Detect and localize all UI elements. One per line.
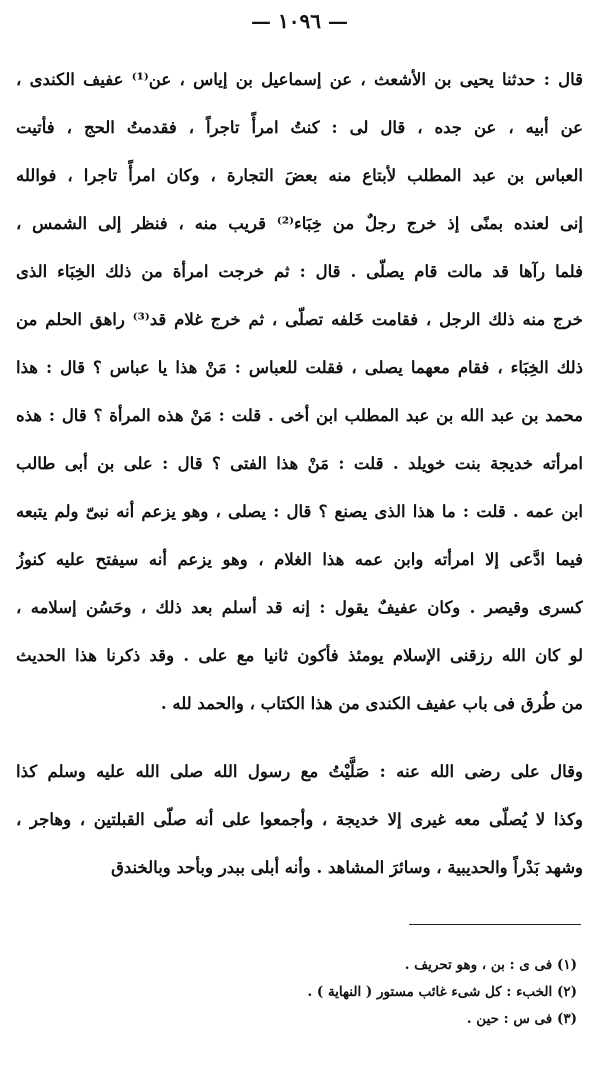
text-line: امرأته خديجة بنت خويلد . قلت : مَنْ هذا الفتى ؟ قال : على بن أبى طالب: [16, 454, 583, 473]
footnote-2: (٢) الخبء : كل شىء غائب مستور ( النهاية ) .: [307, 984, 577, 1000]
footnote-3: (٣) فى س : حين .: [466, 1011, 577, 1027]
text-line: وقال على رضى الله عنه : صَلَّيْتُ مع رسول الله صلى الله عليه وسلم كذا: [16, 762, 583, 781]
footnotes: [160, 952, 577, 1033]
text-line: فيما ادَّعى إلا امرأته وابن عمه هذا الغلام ، وهو يزعم أنه سيفتح عليه كنوزُ: [16, 550, 583, 569]
text-line: وكذا لا يُصلّى معه غيرى إلا خديجة ، وأجمعوا على أنه صلّى القبلتين ، وهاجر ،: [16, 810, 583, 829]
text-line: العباس بن عبد المطلب لأبتاع منه بعضَ التجارة ، وكان امرأً تاجرا ، فوالله: [16, 166, 583, 185]
text-line: خرج منه ذلك الرجل ، فقامت خَلفه تصلّى ، ثم خرج غلام قد⁽³⁾ راهق الحلم من: [16, 310, 583, 329]
paragraph-main: [16, 56, 583, 728]
page-number: — ١٠٩٦ —: [251, 9, 348, 33]
text-line: كسرى وقيصر . وكان عفيفٌ يقول : إنه قد أسلم بعد ذلك ، وحَسُن إسلامه ،: [16, 598, 583, 617]
footnote-divider: [409, 924, 581, 925]
text-line: فلما رآها قد مالت قام يصلّى . قال : ثم خرجت امرأة من ذلك الخِبَاء الذى: [16, 262, 583, 281]
text-line: ابن عمه . قلت : ما هذا الذى يصنع ؟ قال : يصلى ، وهو يزعم أنه نبىّ ولم يتبعه: [16, 502, 583, 521]
text-line: وشهد بَدْراً والحديبية ، وسائرَ المشاهد . وأنه أبلى ببدر وبأحد وبالخندق: [111, 858, 583, 877]
paragraph-second: [16, 748, 583, 892]
text-line: ذلك الخِبَاء ، فقام معهما يصلى ، فقلت للعباس : مَنْ هذا يا عباس ؟ قال : هذا: [16, 358, 583, 377]
text-line: عن أبيه ، عن جده ، قال لى : كنتُ امرأً تاجراً ، فقدمتُ الحج ، فأتيت: [16, 118, 583, 137]
text-line: محمد بن عبد الله بن عبد المطلب ابن أخى . قلت : مَنْ هذه المرأة ؟ قال : هذه: [16, 406, 583, 425]
text-line: لو كان الله رزقنى الإسلام يومئذ فأكون ثانيا مع على . وقد ذكرنا هذا الحديث: [16, 646, 583, 665]
text-line: من طُرق فى باب عفيف الكندى من هذا الكتاب ، والحمد لله .: [160, 694, 583, 713]
text-line: قال : حدثنا يحيى بن الأشعث ، عن إسماعيل بن إياس ، عن⁽¹⁾ عفيف الكندى ،: [16, 70, 583, 89]
footnote-1: (١) فى ى : بن ، وهو تحريف .: [404, 957, 577, 973]
text-line: إنى لعنده بمنًى إذ خرج رجلٌ من خِبَاء⁽²⁾ قريب منه ، فنظر إلى الشمس ،: [16, 214, 583, 233]
